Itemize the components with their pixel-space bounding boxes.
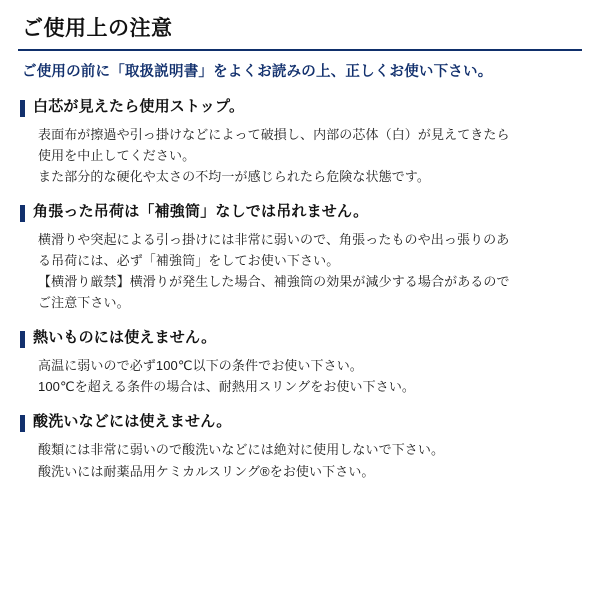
section-heading-row — [18, 98, 582, 117]
section-heat — [18, 329, 582, 397]
section-angular-load — [18, 203, 582, 313]
lead-paragraph: ご使用の前に「取扱説明書」をよくお読みの上、正しくお使い下さい。 — [22, 64, 493, 81]
title-divider — [18, 49, 582, 51]
section-heading: 熱いものには使えません。 — [33, 329, 217, 347]
body-line: 酸類には非常に弱いので酸洗いなどには絶対に使用しないで下さい。 — [38, 442, 445, 458]
body-line: 酸洗いには耐薬品用ケミカルスリング®をお使い下さい。 — [38, 463, 375, 479]
section-heading: 角張った吊荷は「補強筒」なしでは吊れません。 — [33, 203, 369, 221]
section-heading-row — [18, 203, 582, 222]
body-line: また部分的な硬化や太さの不均一が感じられたら危険な状態です。 — [38, 169, 430, 185]
section-body — [18, 229, 582, 313]
section-white-core — [18, 98, 582, 187]
section-heading: 白芯が見えたら使用ストップ。 — [33, 98, 245, 116]
bullet-bar-icon — [20, 100, 25, 117]
body-line: 【横滑り厳禁】横滑りが発生した場合、補強筒の効果が減少する場合があるので — [38, 274, 510, 290]
body-line: 横滑りや突起による引っ掛けには非常に弱いので、角張ったものや出っ張りのあ — [38, 232, 510, 248]
body-line: 高温に弱いので必ず100℃以下の条件でお使い下さい。 — [38, 358, 363, 374]
section-body — [18, 439, 582, 481]
bullet-bar-icon — [20, 331, 25, 348]
section-acid-wash — [18, 413, 582, 481]
section-heading: 酸洗いなどには使えません。 — [33, 413, 232, 431]
bullet-bar-icon — [20, 415, 25, 432]
section-body — [18, 124, 582, 187]
bullet-bar-icon — [20, 205, 25, 222]
body-line: ご注意下さい。 — [38, 295, 130, 311]
section-heading-row — [18, 329, 582, 348]
body-line: 100℃を超える条件の場合は、耐熱用スリングをお使い下さい。 — [38, 379, 416, 395]
body-line: る吊荷には、必ず「補強筒」をしてお使い下さい。 — [38, 253, 340, 269]
body-line: 表面布が擦過や引っ掛けなどによって破損し、内部の芯体（白）が見えてきたら — [38, 127, 510, 143]
page-title: ご使用上の注意 — [22, 17, 173, 40]
section-body — [18, 355, 582, 397]
section-heading-row — [18, 413, 582, 432]
body-line: 使用を中止してください。 — [38, 148, 196, 164]
